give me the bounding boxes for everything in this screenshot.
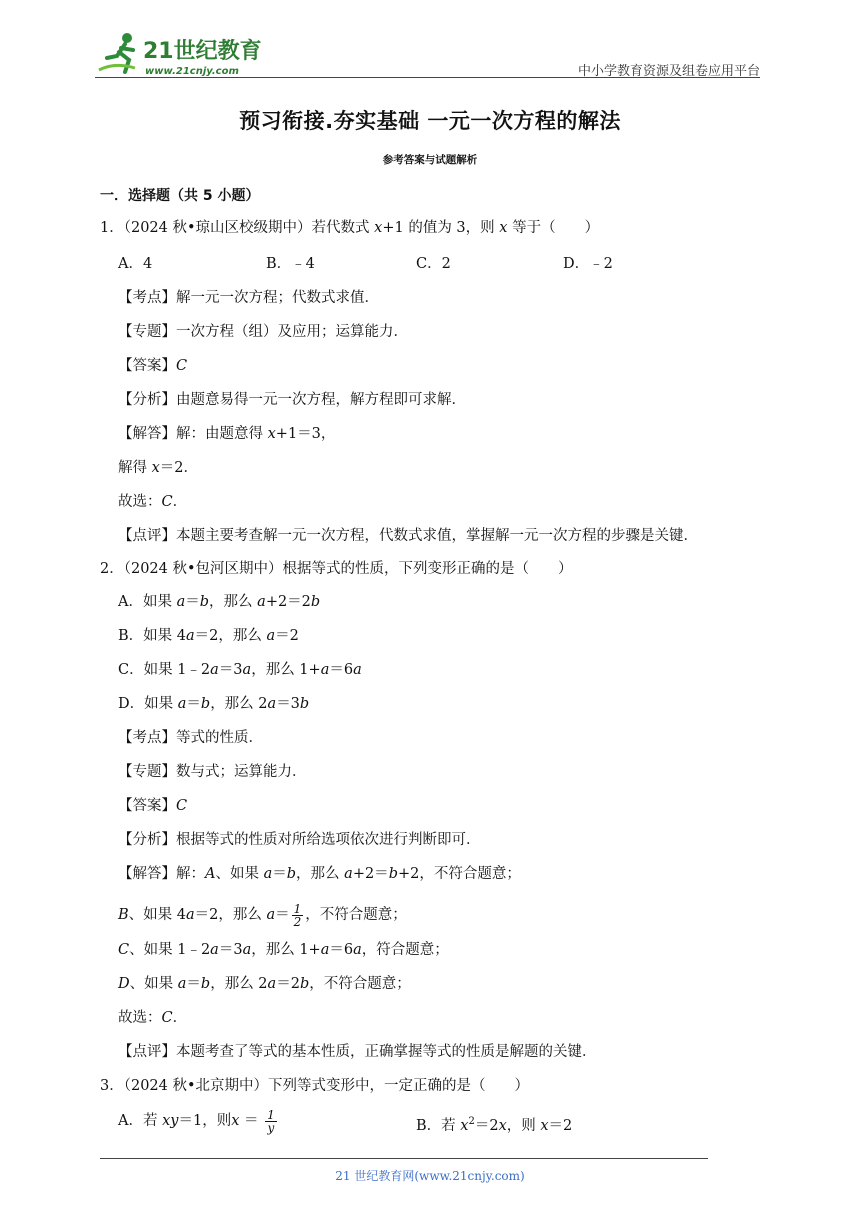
q2-answer: 【答案】C: [118, 798, 188, 814]
q1-zhuanti: 【专题】一次方程（组）及应用；运算能力．: [118, 324, 408, 340]
q1-solution: 【解答】解：由题意得 x+1＝3，: [118, 426, 336, 442]
question-3-stem: 3．（2024 秋•北京期中）下列等式变形中，一定正确的是（ ）: [100, 1078, 530, 1094]
fraction-one-half: $\frac{1}{2}$: [293, 901, 302, 929]
q2-option-d: D．如果 a＝b，那么 2a＝3b: [118, 696, 310, 712]
q1-solution-line-2: 解得 x＝2．: [118, 460, 199, 476]
q1-answer: 【答案】C: [118, 358, 188, 374]
q3-option-b: B．若 $x^2=2x$，则 x＝2: [416, 1116, 573, 1134]
question-1-stem: 1．（2024 秋•琼山区校级期中）若代数式 x+1 的值为 3，则 x 等于（ ）: [100, 220, 600, 236]
q2-option-c: C．如果 1﹣2a＝3a，那么 1+a＝6a: [118, 662, 362, 678]
q2-choice: 故选：C．: [118, 1010, 188, 1026]
question-2-stem: 2．（2024 秋•包河区期中）根据等式的性质，下列变形正确的是（ ）: [100, 561, 573, 577]
q1-option-a: A．4: [118, 256, 153, 272]
q2-analysis: 【分析】根据等式的性质对所给选项依次进行判断即可．: [118, 832, 481, 848]
header-divider: [95, 77, 760, 78]
footer-link[interactable]: 21 世纪教育网(www.21cnjy.com): [335, 1169, 525, 1183]
q1-option-c: C．2: [416, 256, 451, 272]
site-title: 中小学教育资源及组卷应用平台: [577, 64, 760, 79]
q3-option-a: A．若 xy＝1，则x ＝ $\frac{1}{y}$: [118, 1107, 275, 1135]
runner-icon: [99, 33, 135, 72]
q1-option-b: B．﹣4: [266, 256, 315, 272]
q1-option-d: D．﹣2: [563, 256, 613, 272]
q2-solution-d: D、如果 a＝b，那么 2a＝2b，不符合题意；: [118, 976, 411, 992]
section-title: 一．选择题（共 5 小题）: [100, 188, 260, 204]
q2-kaodian: 【考点】等式的性质．: [118, 730, 263, 746]
q2-comment: 【点评】本题考查了等式的基本性质，正确掌握等式的性质是解题的关键．: [118, 1044, 597, 1060]
q2-solution: 【解答】解：A、如果 a＝b，那么 a+2＝b+2，不符合题意；: [118, 866, 521, 882]
q1-choice: 故选：C．: [118, 494, 188, 510]
q1-comment: 【点评】本题主要考查解一元一次方程，代数式求值，掌握解一元一次方程的步骤是关键．: [118, 528, 698, 544]
q2-solution-c: C、如果 1﹣2a＝3a，那么 1+a＝6a，符合题意；: [118, 942, 449, 958]
site-logo: [95, 30, 270, 78]
q2-option-a: A．如果 a＝b，那么 a+2＝2b: [118, 594, 321, 610]
page-header: [95, 30, 760, 80]
footer-divider: [100, 1158, 708, 1159]
fraction-one-over-y: $\frac{1}{y}$: [267, 1107, 275, 1135]
q1-kaodian: 【考点】解一元一次方程；代数式求值．: [118, 290, 379, 306]
logo-text: 21世纪教育: [143, 39, 262, 64]
document-title: 预习衔接.夯实基础 一元一次方程的解法: [239, 109, 621, 133]
q1-analysis: 【分析】由题意易得一元一次方程，解方程即可求解．: [118, 392, 466, 408]
logo-url: www.21cnjy.com: [145, 66, 239, 77]
q2-solution-b: B、如果 4a＝2，那么 a＝ $\frac{1}{2}$ ，不符合题意；: [118, 901, 407, 929]
q2-zhuanti: 【专题】数与式；运算能力．: [118, 764, 307, 780]
q2-option-b: B．如果 4a＝2，那么 a＝2: [118, 628, 299, 644]
document-subtitle: 参考答案与试题解析: [382, 154, 478, 166]
